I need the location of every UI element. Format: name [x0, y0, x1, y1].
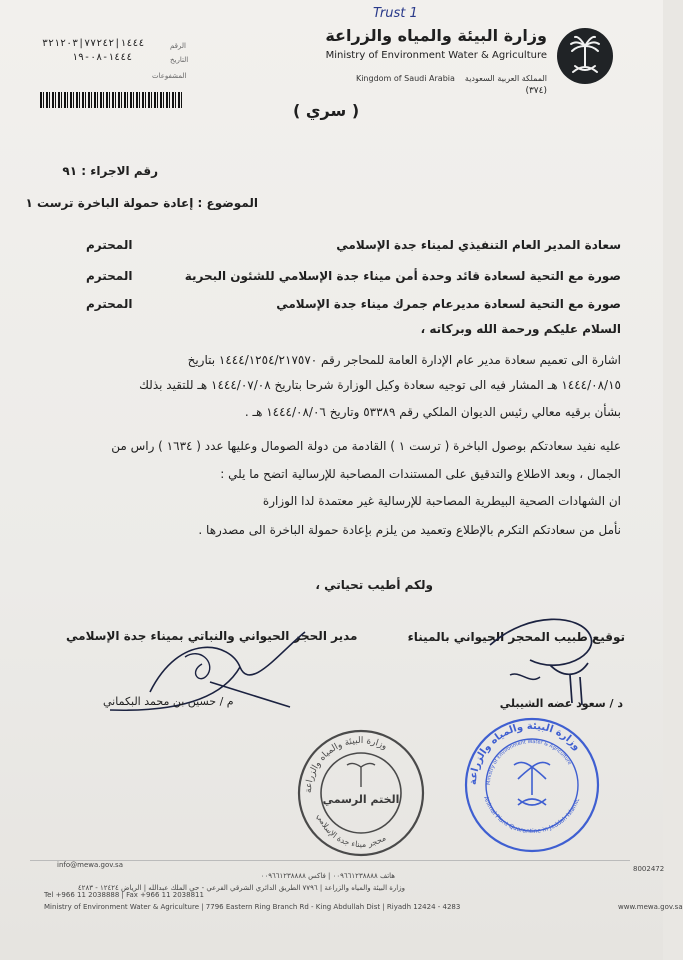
finding-line: ان الشهادات الصحية البيطرية المصاحبة للإرسالية غير معتمدة لدا الوزارة	[262, 494, 621, 508]
subject-line: الموضوع : إعادة حمولة الباخرة ترست ١	[25, 196, 258, 210]
addressee-1-honorific: المحترم	[86, 238, 133, 252]
paragraph-line-4: عليه نفيد سعادتكم بوصول الباخرة ( ترست ١ ) القادمة من دولة الصومال وعليها عدد ( ١٦٣٤ ) راس من	[111, 439, 621, 453]
reference-number-label: الرقم	[170, 42, 186, 50]
footer-email: info@mewa.gov.sa	[57, 861, 123, 869]
paragraph-line-3: بشأن برقيه معالي رئيس الديوان الملكي رقم ٥٣٣٨٩ وتاريخ ١٤٤٤/٠٨/٠٦ هـ .	[244, 405, 621, 419]
right-signatory-name: د / سعود عضه الشيبلي	[499, 697, 623, 710]
greeting: السلام عليكم ورحمة الله وبركاته ،	[420, 322, 621, 336]
ministry-name-en: Ministry of Environment Water & Agriculture	[325, 50, 547, 61]
left-signatory-name: م / حسين بن محمد البكماني	[103, 695, 234, 708]
svg-text:Ministry of Environment Water	[486, 739, 572, 785]
kingdom-ar: المملكة العربية السعودية	[464, 74, 547, 83]
procedure-number: رقم الاجراء : ٩١	[62, 164, 158, 178]
footer-address-en: Ministry of Environment Water & Agriculture | 7796 Eastern Ring Branch Rd - King Abdullah Dist | Riyadh 12424 - 4283	[44, 903, 461, 911]
footer-address-ar: وزارة البيئة والمياه والزراعة | ٧٧٩٦ الطريق الدائري الشرقي الفرعي - حي الملك عبدالله | الرياض ١٢٤٢٤ - ٤٢٨٣	[77, 884, 405, 892]
classification-label: ( سري )	[293, 101, 360, 120]
reference-date-label: التاريخ	[170, 56, 189, 64]
svg-text:وزارة البيئة والمياه والزراعة	[304, 736, 389, 793]
closing-line: ولكم أطيب تحياتي ،	[315, 578, 433, 592]
addressee-3: صورة مع التحية لسعادة مديرعام جمرك ميناء جدة الإسلامي	[276, 297, 621, 311]
right-stamp-palm-icon	[514, 762, 550, 805]
right-stamp-inner-text: Ministry of Environment Water & Agriculture	[485, 738, 573, 786]
addressee-2-honorific: المحترم	[86, 269, 133, 283]
footer-tel-fax: Tel +966 11 2038888 | Fax +966 11 2038811	[44, 891, 204, 899]
left-stamp-ring-text: وزارة البيئة والمياه والزراعة	[303, 735, 389, 794]
footer-website: www.mewa.gov.sa	[618, 903, 683, 911]
request-line: نأمل من سعادتكم التكرم بالإطلاع وتعميد من يلزم بإعادة حمولة الباخرة الى مصدرها .	[198, 523, 621, 537]
barcode	[40, 92, 182, 108]
kingdom-en: Kingdom of Saudi Arabia	[355, 74, 455, 83]
paragraph-line-2: ١٤٤٤/٠٨/١٥ هـ المشار فيه الى توجيه سعادة وكيل الوزارة شرحا بتاريخ ١٤٤٤/٠٧/٠٨ هـ للتقيد بذلك	[139, 378, 621, 392]
handwritten-note: Trust 1	[373, 6, 418, 21]
ministry-code: (٣٧٤)	[525, 86, 547, 96]
paragraph-line-1: اشارة الى تعميم سعادة مدير عام الإدارة العامة للمحاجر رقم ١٤٤٤/١٢٥٤/٢١٧٥٧٠ بتاريخ	[187, 353, 621, 367]
right-stamp-bottom-text: Animal Plant Quarantine in Jeddah Islamic	[482, 795, 582, 836]
addressee-2: صورة مع التحية لسعادة قائد وحدة أمن ميناء جدة الإسلامي للشئون البحرية	[184, 269, 621, 283]
right-signatory-title: توقيع طبيب المحجر الحيواني بالميناء	[407, 630, 625, 644]
palm-swords-icon	[557, 28, 613, 84]
right-stamp-ring-text: وزارة البيئة والمياه والزراعة	[467, 720, 583, 786]
addressee-1: سعادة المدير العام التنفيذي لميناء جدة الإسلامي	[336, 238, 621, 252]
paragraph-line-5: الجمال ، وبعد الاطلاع والتدقيق على المستندات المصاحبة للإرسالية اتضح ما يلي :	[220, 467, 621, 481]
footer-doc-id: 8002472	[633, 865, 665, 873]
kingdom-line	[356, 74, 547, 83]
reference-date: ١٤٤٤-٠٨-١٩	[72, 52, 133, 63]
attachments-label: المشفوعات	[152, 72, 187, 80]
left-signatory-title: مدير الحجر الحيواني والنباتي بميناء جدة الإسلامي	[66, 629, 358, 643]
left-stamp-center-text: الختم الرسمي	[322, 793, 400, 806]
official-stamp-right	[462, 715, 602, 855]
left-stamp-palm-icon	[347, 763, 375, 787]
official-stamp-left	[295, 727, 427, 859]
left-stamp-bottom-text: محجر ميناء جدة الإسلامي	[315, 812, 388, 850]
ministry-name-ar: وزارة البيئة والمياه والزراعة	[325, 26, 547, 45]
addressee-3-honorific: المحترم	[86, 297, 133, 311]
ministry-logo	[557, 28, 613, 84]
reference-number: ١٤٤٤|٧٧٢٤٢|٣٢١٢٠٣	[42, 38, 145, 49]
footer-phones-ar: هاتف ٠٠٩٦٦١٢٣٨٨٨٨ | فاكس ٠٠٩٦٦١٢٣٨٨٨٨	[260, 872, 395, 880]
